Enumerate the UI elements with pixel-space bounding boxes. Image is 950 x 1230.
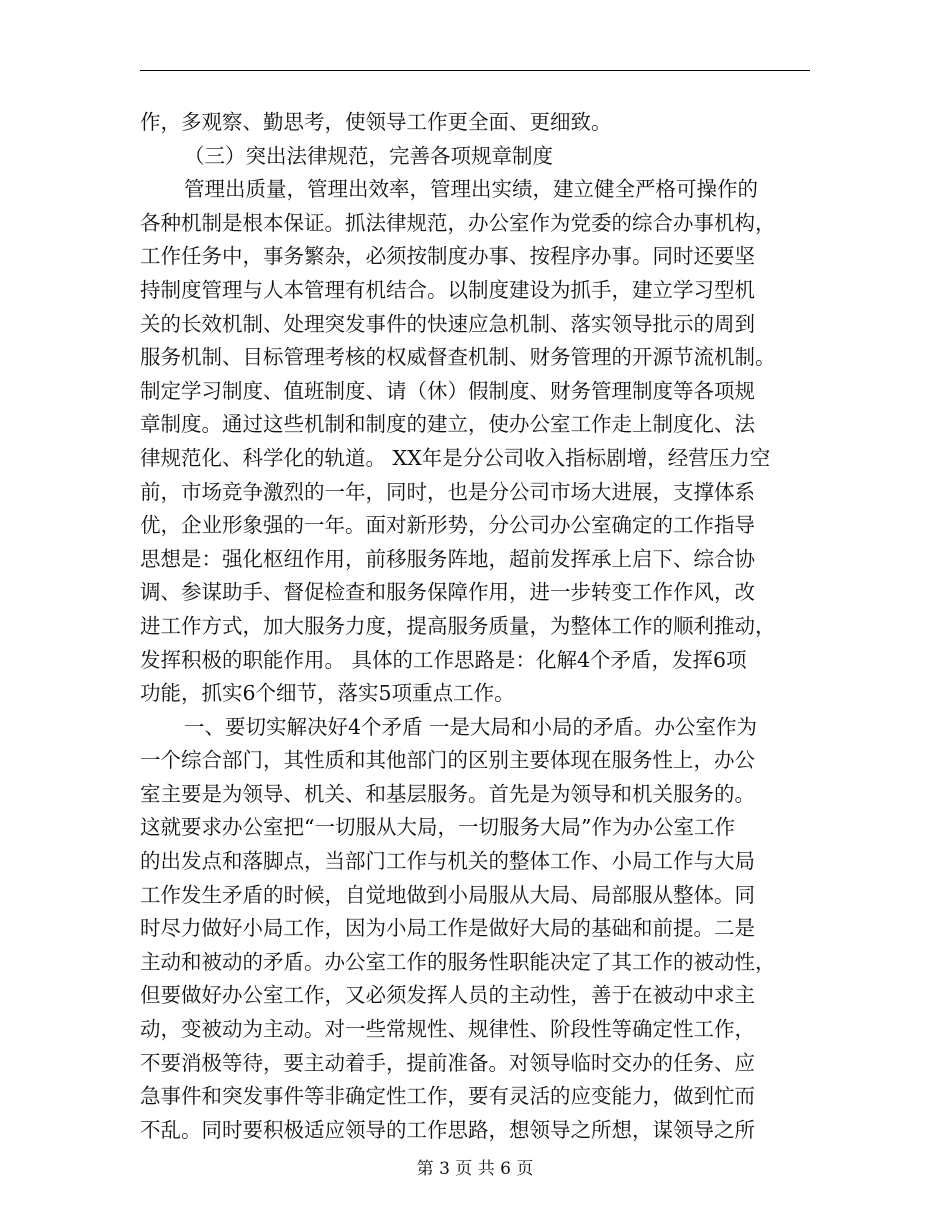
text-line: 各种机制是根本保证。抓法律规范，办公室作为党委的综合办事机构， xyxy=(140,210,776,235)
text-line: 室主要是为领导、机关、和基层服务。首先是为领导和机关服务的。 xyxy=(140,781,755,806)
paragraph-start: 一、要切实解决好4个矛盾 一是大局和小局的矛盾。办公室作为 xyxy=(184,714,758,739)
paragraph-start: 管理出质量，管理出效率，管理出实绩，建立健全严格可操作的 xyxy=(184,177,758,202)
text-line: 前，市场竞争激烈的一年，同时，也是分公司市场大进展，支撑体系 xyxy=(140,479,755,504)
text-line: 思想是：强化枢纽作用，前移服务阵地，超前发挥承上启下、综合协 xyxy=(140,546,755,571)
text-line: 持制度管理与人本管理有机结合。以制度建设为抓手，建立学习型机 xyxy=(140,277,755,302)
text-line: 优，企业形象强的一年。面对新形势，分公司办公室确定的工作指导 xyxy=(140,513,755,538)
text-line: 急事件和突发事件等非确定性工作，要有灵活的应变能力，做到忙而 xyxy=(140,1084,755,1109)
text-line: 不要消极等待，要主动着手，提前准备。对领导临时交办的任务、应 xyxy=(140,1050,755,1075)
text-line: 时尽力做好小局工作，因为小局工作是做好大局的基础和前提。二是 xyxy=(140,916,755,941)
text-line: 调、参谋助手、督促检查和服务保障作用，进一步转变工作作风，改 xyxy=(140,580,755,605)
text-line: 动，变被动为主动。对一些常规性、规律性、阶段性等确定性工作， xyxy=(140,1017,755,1042)
text-line: 进工作方式，加大服务力度，提高服务质量，为整体工作的顺利推动， xyxy=(140,613,776,638)
text-line: 的出发点和落脚点，当部门工作与机关的整体工作、小局工作与大局 xyxy=(140,849,755,874)
text-line: 关的长效机制、处理突发事件的快速应急机制、落实领导批示的周到 xyxy=(140,311,755,336)
body-text xyxy=(140,106,815,1147)
text-line: 工作发生矛盾的时候，自觉地做到小局服从大局、局部服从整体。同 xyxy=(140,882,755,907)
text-line: 主动和被动的矛盾。办公室工作的服务性职能决定了其工作的被动性， xyxy=(140,949,776,974)
text-line: 不乱。同时要积极适应领导的工作思路，想领导之所想，谋领导之所 xyxy=(140,1117,755,1142)
text-line: 工作任务中，事务繁杂，必须按制度办事、按程序办事。同时还要坚 xyxy=(140,244,755,269)
text-line: 服务机制、目标管理考核的权威督查机制、财务管理的开源节流机制。 xyxy=(140,345,776,370)
page-number: 第 3 页 共 6 页 xyxy=(416,1159,534,1179)
text-line: 这就要求办公室把“一切服从大局，一切服务大局”作为办公室工作 xyxy=(140,815,735,840)
text-line: 发挥积极的职能作用。 具体的工作思路是：化解4个矛盾，发挥6项 xyxy=(140,647,747,672)
section-heading: （三）突出法律规范，完善各项规章制度 xyxy=(184,143,553,168)
text-line: 章制度。通过这些机制和制度的建立，使办公室工作走上制度化、法 xyxy=(140,412,755,437)
text-line: 律规范化、科学化的轨道。 XX年是分公司收入指标剧增，经营压力空 xyxy=(140,445,771,470)
header-rule xyxy=(140,70,810,71)
text-line: 但要做好办公室工作，又必须发挥人员的主动性，善于在被动中求主 xyxy=(140,983,755,1008)
text-line: 一个综合部门，其性质和其他部门的区别主要体现在服务性上，办公 xyxy=(140,748,755,773)
text-line: 功能，抓实6个细节，落实5项重点工作。 xyxy=(140,681,515,706)
text-line: 制定学习制度、值班制度、请（休）假制度、财务管理制度等各项规 xyxy=(140,378,755,403)
text-line: 作，多观察、勤思考，使领导工作更全面、更细致。 xyxy=(140,110,612,134)
